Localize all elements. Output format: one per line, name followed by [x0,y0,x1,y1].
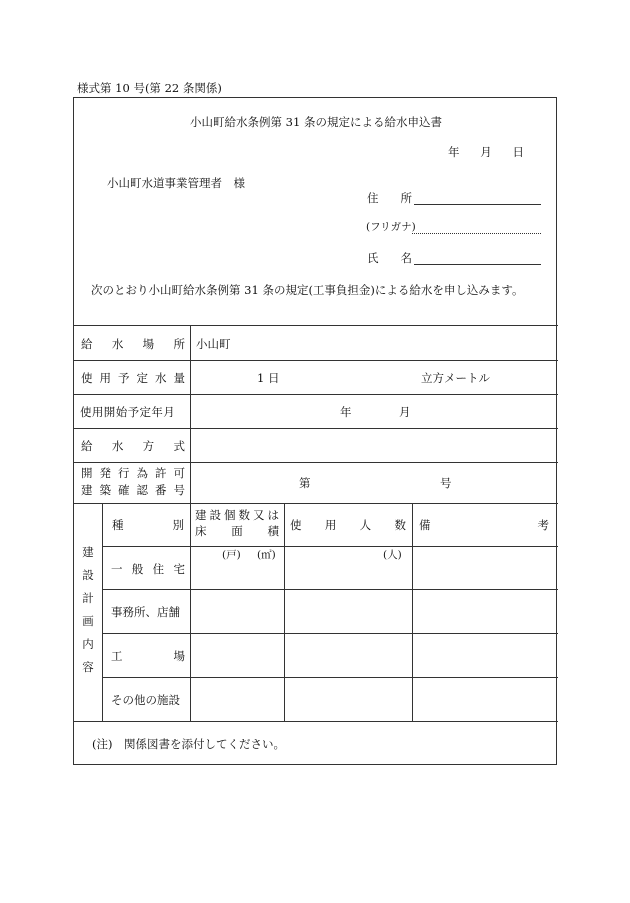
address-field[interactable] [414,204,541,205]
item-factory: 工 場 [111,649,185,663]
name-label: 氏 名 [367,251,412,265]
date-line [448,144,524,160]
application-form [73,97,557,765]
form-title: 小山町給水条例第 31 条の規定による給水申込書 [190,115,442,129]
note: (注) 関係図書を添付してください。 [92,737,285,751]
addressee: 小山町水道事業管理者 様 [107,176,245,190]
permit-label-line2: 建 築 確 認 番 号 [81,483,185,497]
name-field[interactable] [414,264,541,265]
item-office-store: 事務所、店舗 [111,605,180,619]
start-year: 年 [340,405,352,419]
unit-households: (戸) [222,549,241,561]
form-number: 様式第 10 号(第 22 条関係) [77,81,222,95]
day-label: 日 [512,145,524,159]
location-value[interactable]: 小山町 [196,337,231,351]
item-other-facilities: その他の施設 [111,693,180,707]
header-remarks: 備 考 [419,518,549,532]
unit-area: (㎡) [257,549,276,561]
header-count-area-line1: 建 設 個 数 又 は [195,508,279,522]
furigana-label: (フリガナ) [366,221,416,233]
item-general-housing: 一 般 住 宅 [111,562,185,576]
per-day-label: 1 日 [257,371,280,385]
address-label: 住 所 [367,191,412,205]
month-label: 月 [480,145,492,159]
planned-volume-label: 使 用 予 定 水 量 [81,371,185,385]
location-label: 給 水 場 所 [81,337,185,351]
header-type: 種 別 [112,518,184,532]
permit-go: 号 [440,476,452,490]
unit-persons: (人) [383,549,402,561]
statement: 次のとおり小山町給水条例第 31 条の規定(工事負担金)による給水を申し込みます。 [91,283,524,297]
method-label: 給 水 方 式 [81,439,185,453]
permit-dai: 第 [299,476,311,490]
plan-side-label: 建 設 計 画 内 容 [82,545,94,674]
header-count-area-line2: 床 面 積 [195,524,279,538]
header-users: 使 用 人 数 [290,518,406,532]
furigana-field[interactable] [412,233,541,234]
volume-unit: 立方メートル [421,371,490,385]
year-label: 年 [448,145,460,159]
start-date-label: 使用開始予定年月 [80,405,176,419]
start-month: 月 [399,405,411,419]
permit-label-line1: 開 発 行 為 許 可 [81,466,185,480]
